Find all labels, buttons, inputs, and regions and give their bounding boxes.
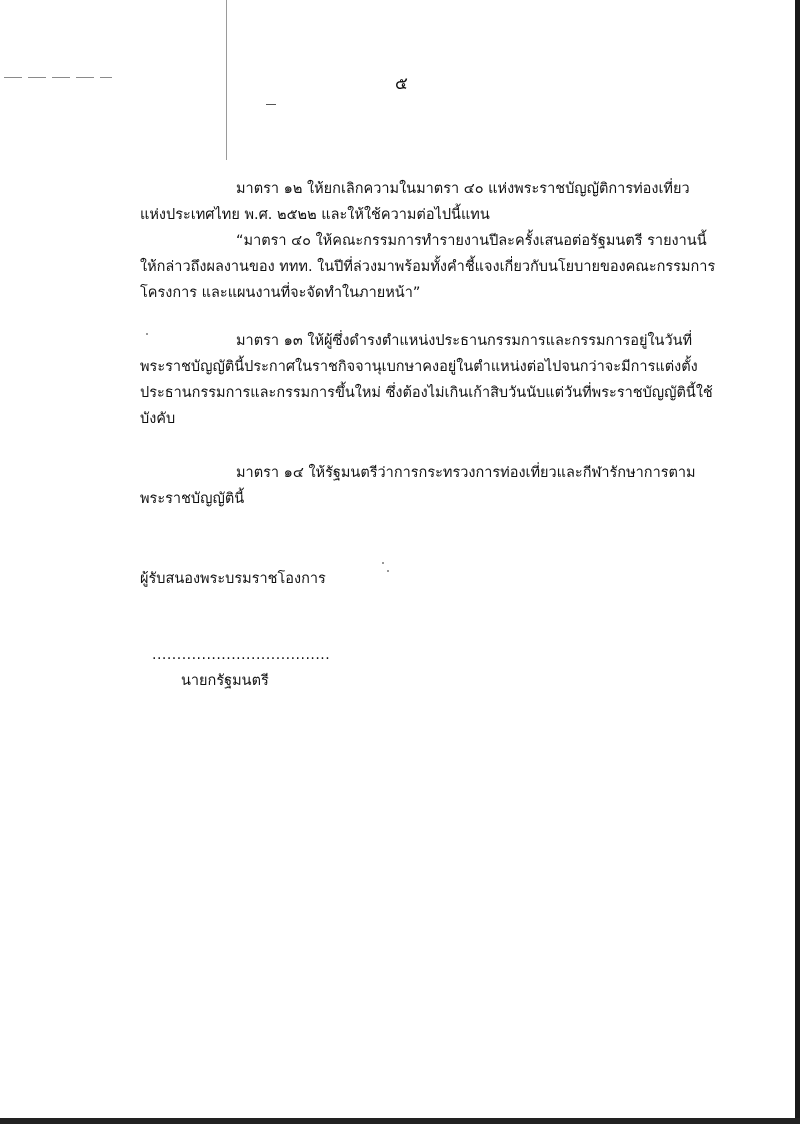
section-12-line-2: แห่งประเทศไทย พ.ศ. ๒๕๒๒ และให้ใช้ความต่อไปนี้แทน (140, 207, 490, 223)
scan-artifact-dash (4, 77, 112, 78)
section-13-line-4: บังคับ (140, 411, 176, 427)
scan-speck (382, 562, 384, 564)
signatory-title: นายกรัฐมนตรี (181, 673, 269, 689)
section-14-line-1: มาตรา ๑๔ ให้รัฐมนตรีว่าการกระทรวงการท่องเที่ยวและกีฬารักษาการตาม (236, 465, 696, 481)
section-13-line-3: ประธานกรรมการและกรรมการขึ้นใหม่ ซึ่งต้องไม่เกินเก้าสิบวันนับแต่วันที่พระราชบัญญัตินี้ใช้ (140, 385, 713, 401)
section-13-line-1: มาตรา ๑๓ ให้ผู้ซึ่งดำรงตำแหน่งประธานกรรมการและกรรมการอยู่ในวันที่ (236, 333, 693, 349)
section-13-line-2: พระราชบัญญัตินี้ประกาศในราชกิจจานุเบกษาคงอยู่ในตำแหน่งต่อไปจนกว่าจะมีการแต่งตั้ง (140, 359, 698, 375)
countersign-label: ผู้รับสนองพระบรมราชโองการ (140, 571, 326, 587)
section-12-line-3: “มาตรา ๔๐ ให้คณะกรรมการทำรายงานปีละครั้งเสนอต่อรัฐมนตรี รายงานนี้ (236, 233, 707, 249)
page-number: ๕ (395, 74, 408, 94)
section-12-line-5: โครงการ และแผนงานที่จะจัดทำในภายหน้า” (140, 285, 421, 301)
section-14-line-2: พระราชบัญญัตินี้ (140, 491, 245, 507)
signature-line: .................................... (152, 647, 331, 663)
section-12-line-1: มาตรา ๑๒ ให้ยกเลิกความในมาตรา ๔๐ แห่งพระราชบัญญัติการท่องเที่ยว (236, 181, 690, 197)
scan-speck (146, 333, 148, 335)
section-12-line-4: ให้กล่าวถึงผลงานของ ททท. ในปีที่ล่วงมาพร้อมทั้งคำชี้แจงเกี่ยวกับนโยบายของคณะกรรมการ (140, 259, 716, 275)
scan-bottom-edge (0, 1118, 800, 1124)
scan-right-edge (795, 0, 800, 1124)
scan-speck (387, 570, 389, 572)
scan-artifact-line (226, 0, 227, 160)
scan-artifact-mark (266, 104, 276, 105)
